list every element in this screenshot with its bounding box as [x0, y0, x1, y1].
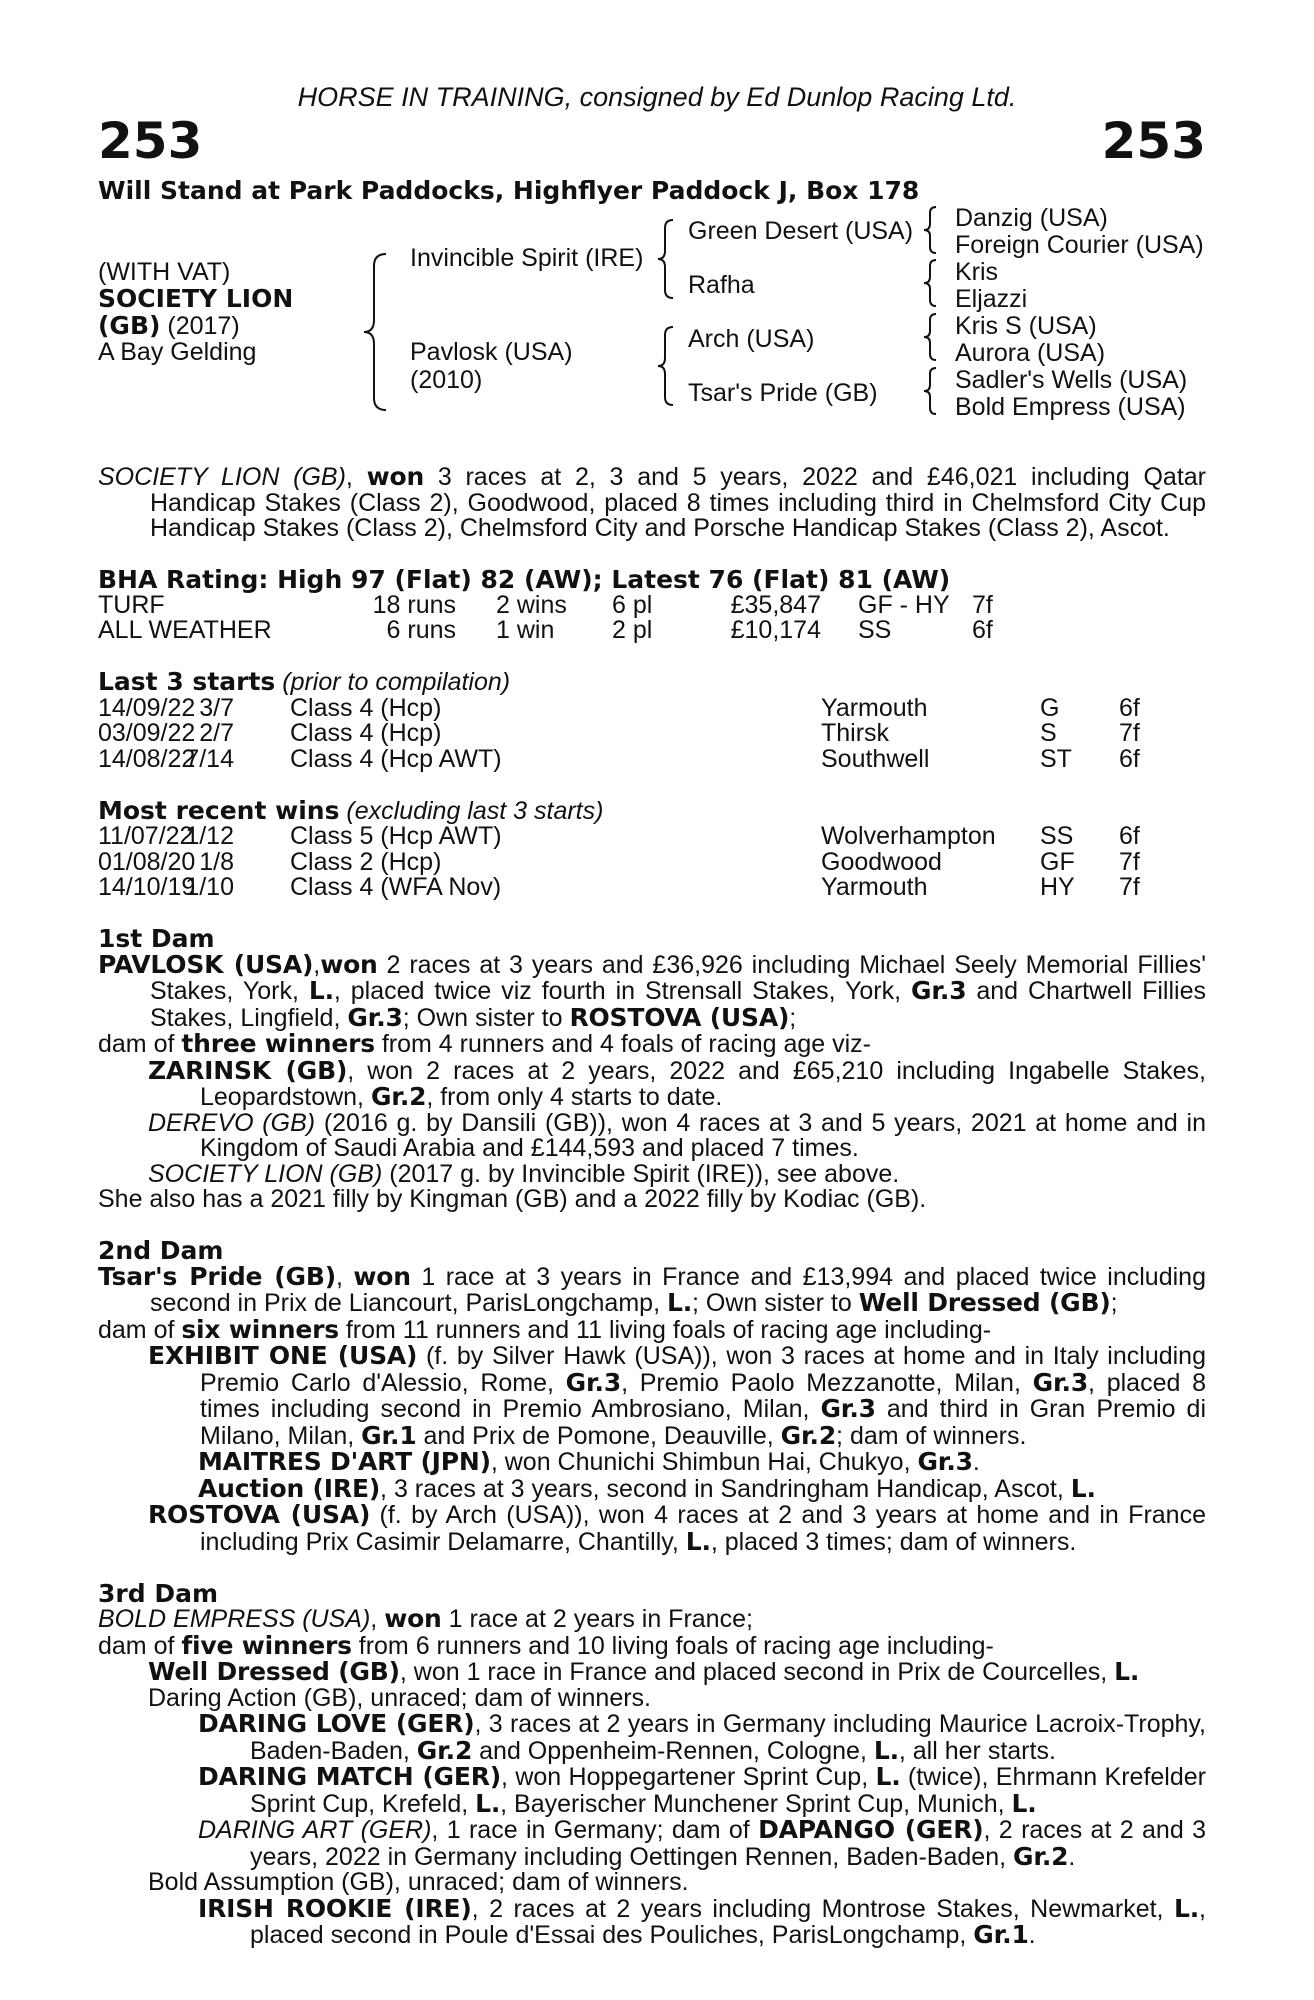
recent-wins-table	[98, 824, 1206, 901]
last3-row-date: 14/09/22	[98, 693, 196, 722]
dam3-grandoffspring-irish-rookie	[98, 1893, 1206, 1949]
dam2-section	[98, 1238, 1206, 1555]
dam3-grandoffspring-daring-match	[98, 1764, 1206, 1817]
bold-run: L.	[1114, 1657, 1140, 1686]
bold-run: MAITRES D'ART (JPN)	[198, 1447, 491, 1476]
pedigree-sire: Invincible Spirit (IRE)	[410, 244, 644, 272]
bold-run: Gr.2	[370, 1082, 427, 1111]
text-run: from 11 runners and 11 living foals of racing age including-	[338, 1315, 992, 1344]
last3-row-going: S	[1040, 719, 1057, 747]
text-run: and Chartwell Fillies Stakes, Lingfield,	[150, 977, 1206, 1032]
text-run: from 6 runners and 10 living foals of racing age including-	[351, 1631, 994, 1660]
recent-wins-section	[98, 795, 1206, 901]
text-run: (2016 g. by Dansili (GB)), won 4 races at 3 and 5 years, 2021 at home and in Kingdom of Saudi Arabia and £144,593 and placed 7 times.	[200, 1108, 1207, 1162]
rating-row-wins: 2 wins	[496, 590, 567, 619]
recent-win-row-class: Class 2 (Hcp)	[290, 847, 442, 876]
recent-win-row-going: GF	[1040, 847, 1075, 876]
text-run: 1 race at 3 years in France and £13,994 and placed twice including second in Prix de Liancourt, ParisLongchamp,	[150, 1262, 1206, 1317]
pedigree-brace-sire	[655, 218, 677, 300]
dam1-additional-foals	[98, 1187, 1206, 1213]
pedigree-sire-sire: Green Desert (USA)	[688, 217, 914, 245]
rating-row-dist: 6f	[972, 616, 993, 644]
rating-row-wins: 1 win	[496, 616, 555, 644]
dam1-heading: 1st Dam	[98, 924, 215, 953]
text-run: and Oppenheim-Rennen, Cologne,	[472, 1736, 874, 1765]
text-run: dam of	[98, 1315, 182, 1344]
bold-run: L.	[1011, 1788, 1037, 1818]
pedigree-g3: Kris	[955, 258, 999, 286]
bold-run: EXHIBIT ONE (USA)	[148, 1341, 418, 1370]
text-run: , Premio Paolo Mezzanotte, Milan,	[621, 1368, 1033, 1397]
text-run: ,	[313, 950, 321, 979]
bold-run: L.	[475, 1788, 501, 1818]
dam3-produce-summary	[98, 1630, 1206, 1660]
bold-run: L.	[873, 1735, 899, 1765]
last3-row	[98, 744, 1206, 773]
rating-row	[98, 590, 1206, 619]
horse-name: SOCIETY LION	[98, 284, 294, 313]
bold-run: Auction (IRE)	[198, 1473, 381, 1503]
horse-country: (GB)	[98, 311, 161, 340]
text-run: , 2 races at 2 and 3 years, 2022 in Germany including Oettingen Rennen, Baden-Baden,	[250, 1816, 1207, 1871]
dam2-produce-summary	[98, 1314, 1206, 1344]
bold-run: Well Dressed (GB)	[858, 1288, 1111, 1317]
text-run: ; Own sister to	[402, 1003, 570, 1032]
bold-run: ZARINSK (GB)	[148, 1055, 348, 1085]
text-run: Bold Assumption (GB), unraced; dam of winners.	[148, 1868, 689, 1896]
last3-row-course: Southwell	[821, 744, 930, 773]
text-run: , placed second in Poule d'Essai des Pouliches, ParisLongchamp,	[250, 1894, 1206, 1949]
dam1-offspring-society-lion	[98, 1159, 1206, 1188]
italic-run: DEREVO (GB)	[148, 1108, 316, 1137]
pedigree-g2: Foreign Courier (USA)	[955, 231, 1204, 259]
dam1-record	[98, 949, 1206, 1032]
text-run: ;	[789, 1003, 797, 1032]
recent-win-row-going: HY	[1040, 873, 1075, 901]
pedigree-brace-g3	[922, 312, 940, 362]
recent-wins-heading: Most recent wins	[98, 795, 340, 825]
last3-row-class: Class 4 (Hcp AWT)	[290, 744, 502, 773]
pedigree-brace-g1	[922, 205, 940, 255]
horse-country-year	[98, 311, 240, 341]
pedigree-g8: Bold Empress (USA)	[955, 393, 1186, 421]
dam3-record	[98, 1606, 1206, 1633]
bold-run: DAPANGO (GER)	[758, 1815, 984, 1844]
text-run: from 4 runners and 4 foals of racing age viz-	[374, 1030, 871, 1058]
bold-run: IRISH ROOKIE (IRE)	[198, 1893, 472, 1923]
text-run: and third in Gran Premio di Milano, Milan,	[200, 1395, 1207, 1450]
bold-run: three winners	[181, 1029, 375, 1058]
dam1-produce-summary	[98, 1031, 1206, 1058]
pedigree-g5: Kris S (USA)	[955, 312, 1097, 340]
pedigree-brace-g4	[922, 366, 940, 416]
summary-text: 3 races at 2, 3 and 5 years, 2022 and £46,021 including Qatar Handicap Stakes (Class 2), Goodwood, placed 8 times including third in Chelmsford City Cup Handicap Stakes (Class 2), Chelmsford City and Porsche Handicap Stakes (Class 2), Ascot.	[150, 463, 1206, 542]
dam1-section	[98, 926, 1206, 1213]
recent-win-row	[98, 847, 1206, 876]
race-record-body	[98, 464, 1206, 1949]
summary-horse-name: SOCIETY LION (GB)	[98, 463, 346, 491]
text-run: ; dam of winners.	[836, 1421, 1027, 1450]
text-run: , placed 3 times; dam of winners.	[710, 1527, 1077, 1556]
bold-run: Gr.3	[1032, 1367, 1089, 1397]
bold-run: Tsar's Pride (GB)	[98, 1261, 336, 1291]
bold-run: Gr.1	[361, 1420, 417, 1450]
dam3-offspring-bold-assumption	[98, 1870, 1206, 1896]
text-run: 1 race at 2 years in France;	[441, 1605, 753, 1633]
last3-row	[98, 721, 1206, 747]
text-run: , placed twice viz fourth in Strensall Stakes, York,	[333, 977, 912, 1005]
last3-row-pos: 7/14	[185, 744, 234, 773]
text-run: , 1 race in Germany; dam of	[431, 1816, 759, 1844]
rating-row-prize: £35,847	[730, 590, 821, 619]
bold-run: won	[384, 1604, 442, 1633]
text-run: dam of	[98, 1030, 182, 1058]
recent-win-row-dist: 7f	[1119, 847, 1140, 876]
rating-row	[98, 618, 1206, 644]
text-run: and Prix de Pomone, Deauville,	[416, 1421, 781, 1450]
dam3-grandoffspring-daring-art	[98, 1817, 1206, 1870]
last3-row-dist: 6f	[1119, 693, 1140, 722]
bold-run: won	[320, 949, 378, 979]
horse-description: A Bay Gelding	[98, 338, 257, 366]
bold-run: ROSTOVA (USA)	[569, 1002, 790, 1032]
dam3-offspring-well-dressed	[98, 1659, 1206, 1686]
last3-row-going: G	[1040, 693, 1060, 722]
vat-note: (WITH VAT)	[98, 258, 231, 286]
recent-win-row-date: 11/07/22	[98, 822, 194, 850]
recent-wins-heading-line	[98, 795, 1206, 825]
bold-run: L.	[685, 1526, 711, 1556]
last3-row-going: ST	[1040, 744, 1072, 773]
last3-row-class: Class 4 (Hcp)	[290, 719, 442, 747]
text-run: , all her starts.	[898, 1736, 1056, 1765]
text-run: ;	[1110, 1289, 1118, 1317]
rating-row-surface: ALL WEATHER	[98, 616, 272, 644]
dam1-offspring-derevo	[98, 1108, 1207, 1162]
rating-row-runs: 6 runs	[386, 616, 456, 644]
pedigree-brace-dam	[655, 325, 677, 407]
rating-row-prize: £10,174	[730, 616, 821, 644]
bold-run: Gr.3	[911, 976, 967, 1005]
pedigree-dam-year: (2010)	[410, 366, 483, 394]
last3-row-date: 14/08/22	[98, 744, 196, 773]
last3-section	[98, 669, 1206, 772]
summary-won: won	[366, 462, 425, 491]
last3-row-class: Class 4 (Hcp)	[290, 693, 442, 722]
dam2-record	[98, 1261, 1206, 1317]
bold-run: Gr.3	[347, 1002, 403, 1032]
last3-row	[98, 693, 1206, 722]
recent-win-row-going: SS	[1040, 822, 1074, 850]
bold-run: five winners	[181, 1630, 352, 1660]
rating-row-runs: 18 runs	[372, 590, 456, 619]
text-run: ,	[335, 1262, 354, 1291]
rating-section	[98, 567, 1206, 644]
recent-win-row	[98, 875, 1206, 901]
bold-run: L.	[1070, 1473, 1096, 1503]
summary-paragraph: SOCIETY LION (GB), won 3 races at 2, 3 and 5 years, 2022 and £46,021 including Qatar Handicap Stakes (Class 2), Goodwood, placed 8 times including third in Chelmsford City Cup Handicap Stakes (Class 2), Chelmsford City and Porsche Handicap Stakes (Class 2), Ascot.	[98, 462, 1206, 542]
last3-row-date: 03/09/22	[98, 719, 196, 747]
recent-win-row-date: 01/08/20	[98, 847, 196, 876]
last3-row-dist: 6f	[1119, 744, 1140, 773]
recent-win-row-pos: 1/10	[185, 873, 234, 901]
text-run: , won Hoppegartener Sprint Cup,	[501, 1763, 876, 1791]
bold-run: Gr.2	[1013, 1841, 1069, 1871]
last3-row-pos: 3/7	[199, 693, 234, 722]
rating-row-placed: 2 pl	[612, 616, 653, 644]
bold-run: Gr.3	[565, 1367, 622, 1397]
text-run: .	[1068, 1842, 1076, 1871]
text-run: (2017 g. by Invincible Spirit (IRE)), see above.	[382, 1159, 900, 1188]
dam3-section	[98, 1578, 1207, 1949]
horse-year: (2017)	[167, 312, 240, 340]
text-run: ; Own sister to	[692, 1289, 859, 1317]
text-run: She also has a 2021 filly by Kingman (GB) and a 2022 filly by Kodiac (GB).	[98, 1185, 927, 1213]
recent-win-row-pos: 1/8	[199, 847, 234, 876]
lot-number-right: 253	[1101, 112, 1206, 170]
dam2-heading: 2nd Dam	[98, 1236, 224, 1265]
rating-row-dist: 7f	[972, 590, 993, 619]
consignment-line: HORSE IN TRAINING, consigned by Ed Dunlop Racing Ltd.	[297, 82, 1017, 112]
text-run: , from only 4 starts to date.	[426, 1083, 723, 1111]
stand-location: Will Stand at Park Paddocks, Highflyer Paddock J, Box 178	[98, 176, 920, 205]
text-run: , won 2 races at 2 years, 2022 and £65,210 including Ingabelle Stakes, Leopardstown,	[200, 1056, 1207, 1111]
recent-win-row-pos: 1/12	[185, 822, 234, 850]
text-run: , 3 races at 3 years, second in Sandringham Handicap, Ascot,	[380, 1474, 1071, 1503]
text-run: dam of	[98, 1631, 182, 1660]
bold-run: L.	[308, 976, 334, 1005]
text-run: .	[1028, 1921, 1036, 1949]
italic-run: SOCIETY LION (GB)	[148, 1159, 383, 1188]
text-run: Daring Action (GB), unraced; dam of winners.	[148, 1683, 652, 1712]
lot-number-left: 253	[98, 112, 203, 170]
bold-run: DARING LOVE (GER)	[198, 1709, 475, 1738]
italic-run: BOLD EMPRESS (USA)	[98, 1605, 371, 1633]
bold-run: Gr.3	[917, 1447, 973, 1476]
last3-row-course: Thirsk	[821, 719, 890, 747]
recent-wins-note: (excluding last 3 starts)	[346, 796, 604, 825]
last3-heading: Last 3 starts	[98, 667, 276, 696]
text-run: (f. by Arch (USA)), won 4 races at 2 and 3 years at home and in France including Prix Casimir Delamarre, Chantilly,	[200, 1501, 1206, 1556]
recent-win-row-class: Class 5 (Hcp AWT)	[290, 822, 502, 850]
recent-win-row-dist: 6f	[1119, 822, 1140, 850]
rating-row-surface: TURF	[98, 590, 165, 619]
dam2-grandoffspring-maitres	[98, 1449, 1206, 1476]
bold-run: Gr.1	[973, 1920, 1029, 1949]
recent-win-row-class: Class 4 (WFA Nov)	[290, 873, 502, 901]
pedigree-dam-sire: Arch (USA)	[688, 325, 815, 353]
text-run: (f. by Silver Hawk (USA)), won 3 races at home and in Italy including Premio Carlo d'Alessio, Rome,	[200, 1342, 1206, 1397]
pedigree-g1: Danzig (USA)	[955, 204, 1108, 232]
bold-run: Well Dressed (GB)	[148, 1657, 400, 1686]
dam2-grandoffspring-auction	[98, 1473, 1206, 1503]
last3-heading-line	[98, 669, 1206, 696]
last3-row-dist: 7f	[1119, 719, 1140, 747]
italic-run: DARING ART (GER)	[198, 1816, 432, 1844]
dam1-offspring-zarinsk	[98, 1055, 1207, 1111]
rating-table	[98, 590, 1206, 644]
bold-run: L.	[875, 1762, 901, 1791]
pedigree-g6: Aurora (USA)	[955, 339, 1106, 367]
pedigree-sire-dam: Rafha	[688, 271, 755, 299]
bold-run: Gr.2	[416, 1735, 473, 1765]
recent-win-row-date: 14/10/19	[98, 873, 196, 901]
bold-run: PAVLOSK (USA)	[98, 949, 314, 979]
last3-row-course: Yarmouth	[821, 693, 928, 722]
text-run: , 3 races at 2 years in Germany including Maurice Lacroix-Trophy, Baden-Baden,	[250, 1710, 1206, 1765]
bold-run: Gr.2	[780, 1420, 837, 1450]
recent-win-row	[98, 824, 1206, 850]
dam2-offspring-rostova	[98, 1502, 1206, 1555]
rating-heading: BHA Rating: High 97 (Flat) 82 (AW); Latest 76 (Flat) 81 (AW)	[98, 565, 951, 594]
bold-run: Gr.3	[820, 1394, 876, 1423]
text-run: , placed 8 times including second in Premio Ambrosiano, Milan,	[200, 1368, 1206, 1423]
bold-run: L.	[666, 1288, 692, 1317]
bold-run: six winners	[181, 1314, 339, 1344]
text-run: , Bayerischer Munchener Sprint Cup, Munich,	[500, 1789, 1012, 1818]
rating-row-going: GF - HY	[858, 590, 950, 619]
text-run: , 2 races at 2 years including Montrose Stakes, Newmarket,	[471, 1894, 1174, 1923]
last3-row-pos: 2/7	[199, 719, 234, 747]
dam2-offspring-exhibit-one	[98, 1343, 1206, 1449]
dam3-offspring-daring-action	[98, 1683, 1206, 1712]
dam3-grandoffspring-daring-love	[98, 1711, 1206, 1764]
pedigree-g7: Sadler's Wells (USA)	[955, 366, 1188, 394]
bold-run: L.	[1174, 1893, 1200, 1923]
bold-run: DARING MATCH (GER)	[198, 1762, 502, 1791]
pedigree-dam-dam: Tsar's Pride (GB)	[688, 379, 878, 407]
recent-win-row-dist: 7f	[1119, 873, 1140, 901]
pedigree-brace-main	[360, 252, 390, 412]
text-run: .	[972, 1448, 980, 1476]
dam3-heading: 3rd Dam	[98, 1578, 218, 1608]
text-run: , won Chunichi Shimbun Hai, Chukyo,	[490, 1448, 918, 1476]
pedigree-brace-g2	[922, 258, 940, 308]
pedigree-g4: Eljazzi	[955, 285, 1028, 313]
text-run: 2 races at 3 years and £36,926 including Michael Seely Memorial Fillies' Stakes, York,	[150, 950, 1206, 1005]
bold-run: won	[353, 1261, 411, 1291]
text-run: ,	[370, 1605, 385, 1633]
last3-table	[98, 693, 1206, 773]
recent-win-row-course: Wolverhampton	[821, 822, 996, 850]
pedigree-dam: Pavlosk (USA)	[410, 338, 573, 366]
recent-win-row-course: Goodwood	[821, 847, 942, 876]
last3-note: (prior to compilation)	[282, 668, 511, 696]
text-run: , won 1 race in France and placed second in Prix de Courcelles,	[399, 1658, 1115, 1686]
rating-row-placed: 6 pl	[612, 590, 653, 619]
recent-win-row-course: Yarmouth	[821, 873, 928, 901]
rating-row-going: SS	[858, 616, 892, 644]
text-run: (twice), Ehrmann Krefelder Sprint Cup, Krefeld,	[250, 1763, 1206, 1818]
bold-run: ROSTOVA (USA)	[148, 1500, 371, 1529]
